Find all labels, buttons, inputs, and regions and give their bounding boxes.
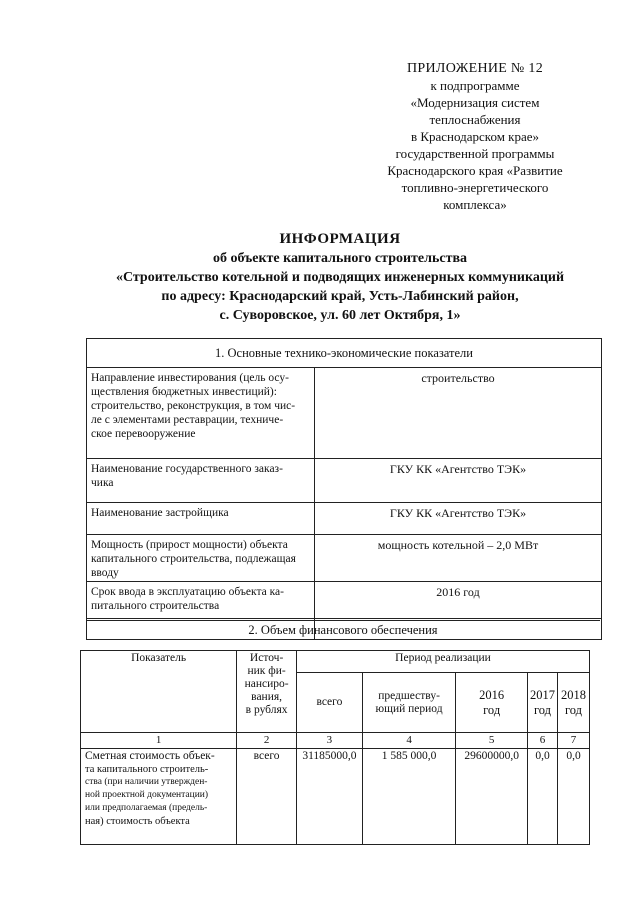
technical-indicators-table bbox=[86, 338, 602, 640]
cell-previous: 1 585 000,0 bbox=[362, 749, 455, 845]
header-line: 2017 bbox=[530, 687, 556, 702]
header-2017 bbox=[528, 673, 558, 733]
header-previous bbox=[362, 673, 455, 733]
row-label bbox=[87, 582, 315, 618]
header-line: ющий период bbox=[375, 702, 443, 715]
cell-2017: 0,0 bbox=[528, 749, 558, 845]
cell-2016: 29600000,0 bbox=[456, 749, 528, 845]
header-line: ник фи- bbox=[247, 665, 286, 677]
title-main: ИНФОРМАЦИЯ bbox=[279, 231, 401, 247]
column-number: 2 bbox=[237, 733, 297, 749]
title-line: «Строительство котельной и подводящих инженерных коммуникаций bbox=[115, 270, 565, 285]
header-line: Источ- bbox=[249, 652, 284, 664]
label-line: ной проектной документации) bbox=[85, 790, 209, 800]
row-label bbox=[87, 535, 315, 581]
column-number: 5 bbox=[456, 733, 528, 749]
label-line: Мощность (прирост мощности) объекта bbox=[91, 539, 288, 551]
appendix-line: теплоснабжения bbox=[429, 112, 521, 127]
section2-heading: 2. Объем финансового обеспечения bbox=[86, 620, 600, 639]
label-line: Наименование государственного заказ- bbox=[91, 463, 283, 475]
table-row bbox=[87, 582, 601, 619]
cell-total: 31185000,0 bbox=[296, 749, 362, 845]
header-2018 bbox=[558, 673, 590, 733]
row-label bbox=[87, 503, 315, 534]
label-line: ское перевооружение bbox=[91, 428, 196, 440]
column-number: 4 bbox=[362, 733, 455, 749]
header-source bbox=[237, 651, 297, 733]
document-title bbox=[60, 230, 620, 325]
header-line: вания, bbox=[251, 691, 283, 703]
table-row bbox=[81, 749, 590, 845]
row-value: ГКУ КК «Агентство ТЭК» bbox=[389, 506, 527, 520]
appendix-line: комплекса» bbox=[443, 197, 507, 212]
label-line: Срок ввода в эксплуатацию объекта ка- bbox=[91, 586, 284, 598]
row-label bbox=[87, 459, 315, 502]
label-line: строительство, реконструкция, в том чис- bbox=[91, 400, 296, 412]
label-line: ле с элементами реставрации, техниче- bbox=[91, 414, 284, 426]
header-line: 2016 bbox=[479, 687, 505, 702]
cell-2018: 0,0 bbox=[558, 749, 590, 845]
financing-table bbox=[80, 650, 590, 845]
appendix-block bbox=[360, 60, 590, 213]
label-line: Сметная стоимость объек- bbox=[85, 750, 215, 762]
column-number: 6 bbox=[528, 733, 558, 749]
header-total: всего bbox=[296, 673, 362, 733]
table-header-row bbox=[81, 651, 590, 673]
row-label bbox=[81, 749, 237, 845]
column-number: 3 bbox=[296, 733, 362, 749]
label-line: ства (при наличии утвержден- bbox=[85, 777, 208, 787]
table-row bbox=[87, 503, 601, 535]
table-row bbox=[87, 535, 601, 582]
header-line: год bbox=[483, 702, 501, 717]
title-line: об объекте капитального строительства bbox=[212, 251, 468, 266]
column-number: 7 bbox=[558, 733, 590, 749]
header-line: год bbox=[533, 702, 552, 717]
column-number-row bbox=[81, 733, 590, 749]
column-number: 1 bbox=[81, 733, 237, 749]
label-line: чика bbox=[91, 477, 114, 489]
table-row bbox=[87, 368, 601, 459]
label-line: ществления бюджетных инвестиций): bbox=[91, 386, 277, 398]
table-row bbox=[87, 459, 601, 503]
row-value: строительство bbox=[421, 371, 495, 385]
label-line: капитального строительства, подлежащая bbox=[91, 553, 296, 565]
header-line: год bbox=[564, 702, 583, 717]
appendix-line: «Модернизация систем bbox=[410, 95, 540, 110]
row-value: 2016 год bbox=[436, 585, 480, 599]
appendix-line: к подпрограмме bbox=[430, 78, 520, 93]
label-line: вводу bbox=[91, 567, 119, 579]
label-line: Направление инвестирования (цель осу- bbox=[91, 372, 289, 384]
label-line: или предполагаемая (предель- bbox=[85, 803, 208, 813]
appendix-line: топливно-энергетического bbox=[401, 180, 549, 195]
header-indicator: Показатель bbox=[81, 651, 237, 733]
label-line: ная) стоимость объекта bbox=[85, 816, 190, 827]
appendix-heading: ПРИЛОЖЕНИЕ № 12 bbox=[407, 61, 543, 76]
label-line: питального строительства bbox=[91, 600, 220, 612]
title-line: по адресу: Краснодарский край, Усть-Лабинский район, bbox=[161, 289, 519, 304]
appendix-line: в Краснодарском крае» bbox=[410, 129, 540, 144]
row-label bbox=[87, 368, 315, 458]
header-line: в рублях bbox=[245, 704, 288, 716]
header-period: Период реализации bbox=[296, 651, 589, 673]
appendix-line: Краснодарского края «Развитие bbox=[387, 163, 563, 178]
cell-source: всего bbox=[237, 749, 297, 845]
header-line: предшеству- bbox=[378, 689, 440, 702]
section1-heading: 1. Основные технико-экономические показатели bbox=[87, 339, 601, 368]
header-line: 2018 bbox=[561, 687, 586, 702]
row-value: ГКУ КК «Агентство ТЭК» bbox=[389, 462, 527, 476]
header-2016 bbox=[456, 673, 528, 733]
row-value: мощность котельной – 2,0 МВт bbox=[377, 538, 539, 552]
title-line: с. Суворовское, ул. 60 лет Октября, 1» bbox=[219, 308, 461, 323]
header-line: нансиро- bbox=[244, 678, 289, 690]
appendix-line: государственной программы bbox=[395, 146, 555, 161]
label-line: Наименование застройщика bbox=[91, 507, 229, 519]
label-line: та капитального строитель- bbox=[85, 764, 209, 775]
